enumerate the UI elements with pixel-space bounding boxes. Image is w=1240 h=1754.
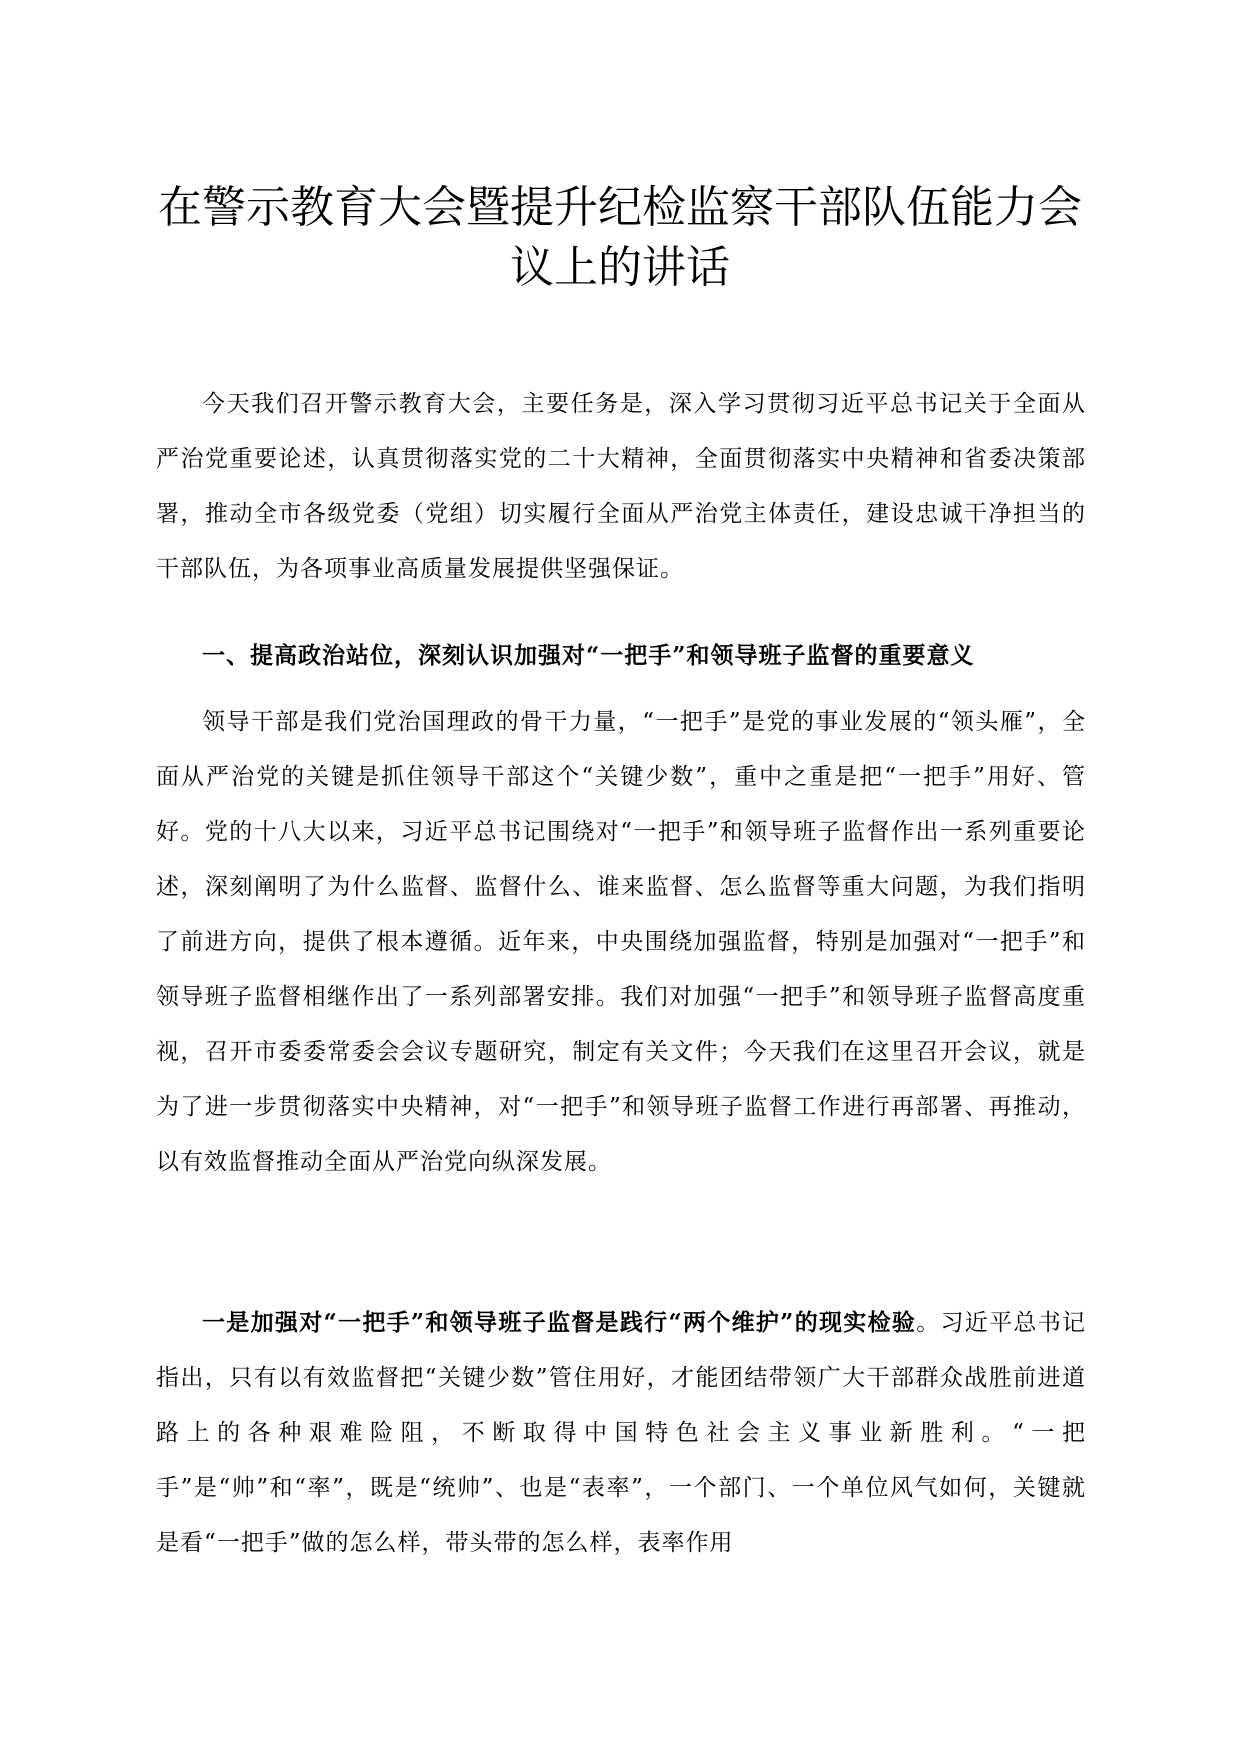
point-1-paragraph — [156, 1295, 1086, 1571]
point-1-text: 。习近平总书记指出，只有以有效监督把“关键少数”管住用好，才能团结带领广大干部群众战胜前进道路上的各种艰难险阻，不断取得中国特色社会主义事业新胜利。“一把手”是“帅”和“率”，既是“统帅”、也是“表率”，一个部门、一个单位风气如何，关键就是看“一把手”做的怎么样，带头带的怎么样，表率作用 — [156, 1310, 1086, 1556]
intro-paragraph: 今天我们召开警示教育大会，主要任务是，深入学习贯彻习近平总书记关于全面从严治党重要论述，认真贯彻落实党的二十大精神，全面贯彻落实中央精神和省委决策部署，推动全市各级党委（党组）切实履行全面从严治党主体责任，建设忠诚干净担当的干部队伍，为各项事业高质量发展提供坚强保证。 — [156, 391, 1086, 582]
point-1-lead: 一是加强对“一把手”和领导班子监督是践行“两个维护”的现实检验 — [202, 1309, 917, 1336]
section-heading-1: 一、提高政治站位，深刻认识加强对“一把手”和领导班子监督的重要意义 — [202, 642, 975, 669]
document-title: 在警示教育大会暨提升纪检监察干部队伍能力会议上的讲话 — [158, 182, 1082, 293]
section-1-paragraph: 领导干部是我们党治国理政的骨干力量，“一把手”是党的事业发展的“领头雁”，全面从严治党的关键是抓住领导干部这个“关键少数”，重中之重是把“一把手”用好、管好。党的十八大以来，习近平总书记围绕对“一把手”和领导班子监督作出一系列重要论述，深刻阐明了为什么监督、监督什么、谁来监督、怎么监督等重大问题，为我们指明了前进方向，提供了根本遵循。近年来，中央围绕加强监督，特别是加强对“一把手”和领导班子监督相继作出了一系列部署安排。我们对加强“一把手”和领导班子监督高度重视，召开市委委常委会会议专题研究，制定有关文件；今天我们在这里召开会议，就是为了进一步贯彻落实中央精神，对“一把手”和领导班子监督工作进行再部署、再推动，以有效监督推动全面从严治党向纵深发展。 — [156, 709, 1086, 1175]
